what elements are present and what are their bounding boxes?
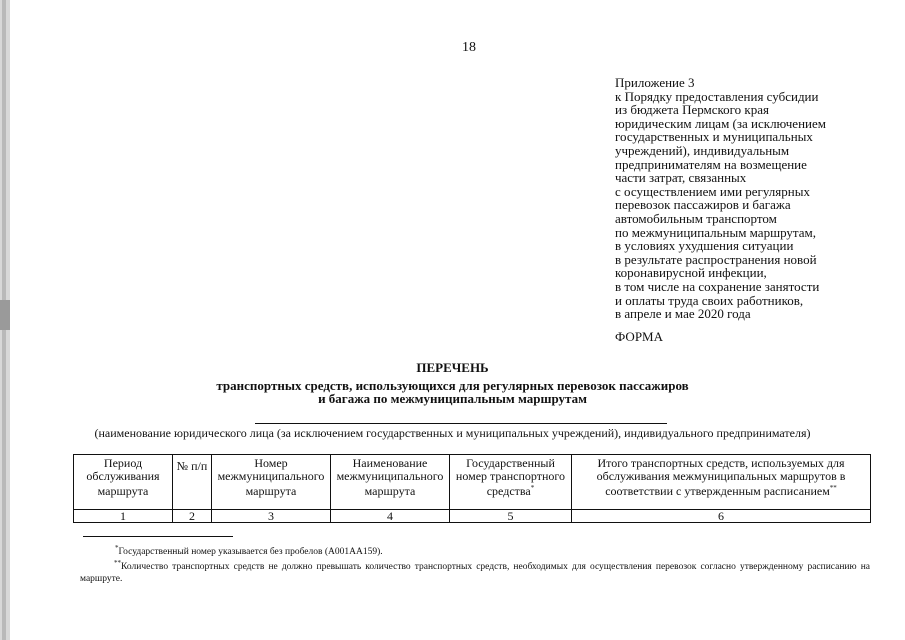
appendix-line: и оплаты труда своих работников, <box>615 292 804 308</box>
form-label: ФОРМА <box>615 329 663 344</box>
table-header-cell: Итого транспортных средств, используемых для обслуживания межмуниципальных маршрутов в соответствии с утвержденным расписанием** <box>572 455 871 510</box>
vehicles-table <box>73 454 871 523</box>
column-number: 1 <box>74 510 173 523</box>
appendix-line: в результате распространения новой <box>615 251 817 267</box>
appendix-line: юридическим лицам (за исключением <box>615 115 826 131</box>
column-number: 6 <box>572 510 871 523</box>
appendix-line: коронавирусной инфекции, <box>615 265 767 281</box>
column-number: 5 <box>450 510 572 523</box>
footnote-separator <box>83 536 233 537</box>
footnote: **Количество транспортных средств не должно превышать количество транспортных средств, необходимых для осуществления перевозок согласно утвержденному расписанию на маршруте. <box>80 559 870 585</box>
appendix-line: Приложение 3 <box>615 75 695 90</box>
appendix-block <box>615 76 895 321</box>
table-header-cell: № п/п <box>173 455 212 510</box>
scan-edge-mark <box>0 300 10 330</box>
appendix-line: предпринимателям на возмещение <box>615 156 807 172</box>
appendix-line: учреждений), индивидуальным <box>615 142 790 158</box>
appendix-line: государственных и муниципальных <box>615 129 813 145</box>
appendix-line: в условиях ухудшения ситуации <box>615 238 794 254</box>
appendix-line: с осуществлением ими регулярных <box>615 183 810 199</box>
document-subtitle <box>0 379 905 405</box>
scan-left-edge <box>0 0 10 640</box>
table-header-cell: Период обслуживания маршрута <box>74 455 173 510</box>
appendix-line: перевозок пассажиров и багажа <box>615 197 791 213</box>
column-number: 2 <box>173 510 212 523</box>
table-header-cell: Государственный номер транспортного средства* <box>450 455 572 510</box>
document-title: ПЕРЕЧЕНЬ <box>416 360 489 375</box>
entity-caption: (наименование юридического лица (за исключением государственных и муниципальных учреждений), индивидуального предпринимателя) <box>94 426 811 440</box>
appendix-line: в апреле и мае 2020 года <box>615 306 751 322</box>
appendix-line: из бюджета Пермского края <box>615 102 770 118</box>
column-number: 3 <box>212 510 331 523</box>
table-header-cell: Наименование межмуниципального маршрута <box>331 455 450 510</box>
table-header-row <box>74 455 871 510</box>
table-header-cell: Номер межмуниципального маршрута <box>212 455 331 510</box>
table-number-row <box>74 510 871 523</box>
entity-name-blank <box>255 423 667 424</box>
appendix-line: в том числе на сохранение занятости <box>615 278 820 294</box>
column-number: 4 <box>331 510 450 523</box>
footnote: *Государственный номер указывается без пробелов (А001АА159). <box>115 544 383 558</box>
appendix-line: части затрат, связанных <box>615 170 747 186</box>
page-number: 18 <box>462 40 476 55</box>
appendix-line: по межмуниципальным маршрутам, <box>615 224 816 240</box>
appendix-line: автомобильным транспортом <box>615 210 777 226</box>
subtitle-line: и багажа по межмуниципальным маршрутам <box>318 391 587 406</box>
appendix-line: к Порядку предоставления субсидии <box>615 88 819 104</box>
subtitle-line: транспортных средств, использующихся для регулярных перевозок пассажиров <box>216 378 689 393</box>
